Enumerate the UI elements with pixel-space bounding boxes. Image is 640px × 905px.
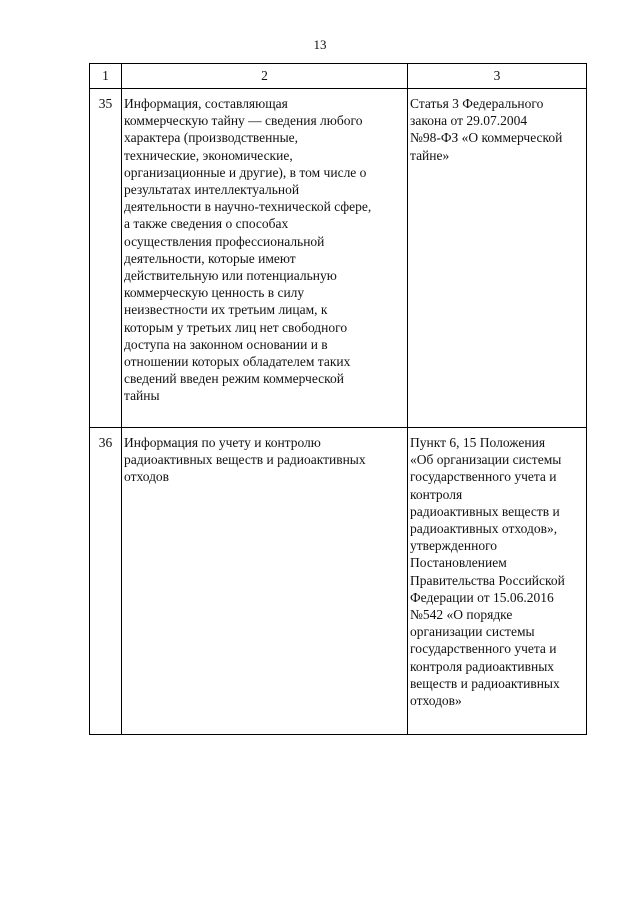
legal-basis-text: Статья 3 Федерального закона от 29.07.2004 №98-ФЗ «О коммерческой тайне»	[410, 96, 563, 163]
information-cell	[122, 428, 408, 735]
legal-basis-cell	[408, 428, 587, 735]
row-number: 35	[90, 89, 122, 428]
column-header-2: 2	[122, 64, 408, 89]
legal-basis-cell	[408, 89, 587, 428]
table-header-row	[90, 64, 587, 89]
document-table	[89, 63, 587, 735]
column-header-3: 3	[408, 64, 587, 89]
table-row	[90, 428, 587, 735]
information-text: Информация по учету и контролю радиоактивных веществ и радиоактивных отходов	[124, 435, 366, 485]
information-cell	[122, 89, 408, 428]
page-number: 13	[313, 37, 327, 52]
row-number: 36	[90, 428, 122, 735]
table-row	[90, 89, 587, 428]
legal-basis-text: Пункт 6, 15 Положения «Об организации системы государственного учета и контроля радиоактивных веществ и радиоактивных отходов», утвержденного Постановлением Правительства Российской Федерации от 15.06.2016 №542 «О порядке организации системы государственного учета и контроля радиоактивных веществ и радиоактивных отходов»	[410, 435, 565, 709]
column-header-1: 1	[90, 64, 122, 89]
information-text: Информация, составляющая коммерческую тайну — сведения любого характера (производственные, технические, экономические, организационные и другие), в том числе о результатах интеллектуальной деятельности в научно-технической сфере, а также сведения о способах осуществления профессиональной деятельности, которые имеют действительную или потенциальную коммерческую ценность в силу неизвестности их третьим лицам, к которым у третьих лиц нет свободного доступа на законном основании и в отношении которых обладателем таких сведений введен режим коммерческой тайны	[124, 96, 372, 404]
